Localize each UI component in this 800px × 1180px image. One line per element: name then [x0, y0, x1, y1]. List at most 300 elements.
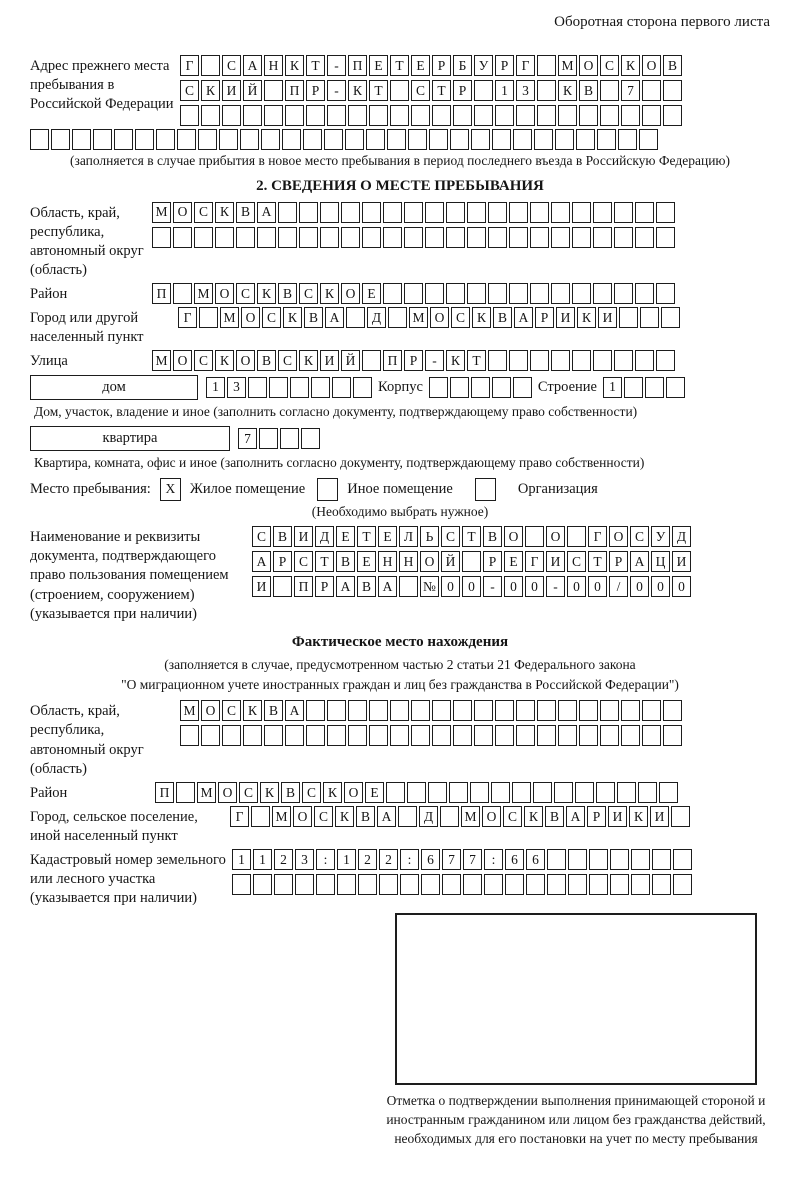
form-cell: С	[567, 551, 586, 572]
form-cell	[631, 849, 650, 870]
form-cell	[640, 307, 659, 328]
form-cell: П	[155, 782, 174, 803]
form-cell	[530, 227, 549, 248]
form-cell: -	[327, 55, 346, 76]
form-cell: Д	[672, 526, 691, 547]
form-cell	[635, 202, 654, 223]
form-cell: И	[222, 80, 241, 101]
form-cell	[488, 202, 507, 223]
form-cell	[558, 105, 577, 126]
form-cell: С	[180, 80, 199, 101]
form-cell: К	[621, 55, 640, 76]
form-cell	[421, 874, 440, 895]
form-cell: А	[252, 551, 271, 572]
prev-address-row-3	[180, 105, 682, 126]
form-cell: М	[194, 283, 213, 304]
form-cell: С	[411, 80, 430, 101]
form-cell: П	[285, 80, 304, 101]
form-cell	[278, 202, 297, 223]
actual-location-note	[30, 655, 770, 696]
form-cell	[327, 700, 346, 721]
actual-district-row	[155, 782, 678, 803]
form-cell	[568, 874, 587, 895]
form-cell: М	[152, 202, 171, 223]
form-cell	[618, 129, 637, 150]
form-cell: А	[336, 576, 355, 597]
prev-address-row-2	[180, 80, 682, 101]
form-cell: Л	[399, 526, 418, 547]
form-cell: О	[482, 806, 501, 827]
form-cell	[337, 874, 356, 895]
form-cell	[551, 350, 570, 371]
form-cell	[533, 782, 552, 803]
form-cell	[440, 806, 459, 827]
stay-option-organization-label: Организация	[517, 480, 598, 497]
form-cell	[295, 874, 314, 895]
form-cell: М	[409, 307, 428, 328]
region-row-2	[152, 227, 675, 248]
form-cell	[614, 227, 633, 248]
cadastral-field	[30, 849, 770, 908]
form-cell	[446, 227, 465, 248]
stay-type-label: Место пребывания:	[30, 480, 151, 497]
form-cell	[306, 105, 325, 126]
prev-address-note: (заполняется в случае прибытия в новое место пребывания в период последнего въезда в Российскую Федерацию)	[69, 153, 731, 168]
cadastral-row-2	[232, 874, 692, 895]
form-cell: О	[215, 283, 234, 304]
form-cell	[264, 80, 283, 101]
form-cell	[386, 782, 405, 803]
house-type-box: дом	[30, 375, 198, 400]
form-cell: :	[400, 849, 419, 870]
form-cell	[369, 700, 388, 721]
form-cell	[470, 782, 489, 803]
form-cell	[362, 227, 381, 248]
form-cell	[51, 129, 70, 150]
document-row-2	[252, 551, 691, 572]
form-cell	[488, 283, 507, 304]
form-cell	[621, 700, 640, 721]
form-cell: В	[281, 782, 300, 803]
form-cell: Е	[504, 551, 523, 572]
form-cell: Р	[535, 307, 554, 328]
form-cell: :	[484, 849, 503, 870]
form-cell	[568, 849, 587, 870]
form-cell	[273, 576, 292, 597]
form-cell: 1	[232, 849, 251, 870]
actual-location-note-line2: "О миграционном учете иностранных граждан и лиц без гражданства в Российской Федерации")	[121, 677, 679, 693]
form-cell	[278, 227, 297, 248]
form-cell: 6	[526, 849, 545, 870]
form-cell	[341, 202, 360, 223]
form-cell	[509, 350, 528, 371]
form-cell	[232, 874, 251, 895]
form-cell	[341, 227, 360, 248]
form-cell: 2	[358, 849, 377, 870]
form-cell	[495, 700, 514, 721]
form-cell	[369, 105, 388, 126]
form-cell: 7	[442, 849, 461, 870]
actual-region-rows	[180, 700, 682, 746]
form-cell: В	[278, 283, 297, 304]
form-cell: С	[194, 202, 213, 223]
form-cell: К	[243, 700, 262, 721]
form-cell	[306, 700, 325, 721]
section2-title: 2. СВЕДЕНИЯ О МЕСТЕ ПРЕБЫВАНИЯ	[256, 177, 544, 194]
form-cell: В	[357, 576, 376, 597]
form-cell	[631, 874, 650, 895]
form-cell: У	[474, 55, 493, 76]
prev-address-row-1	[180, 55, 682, 76]
form-cell	[663, 700, 682, 721]
form-cell	[366, 129, 385, 150]
document-row-1	[252, 526, 691, 547]
form-cell	[299, 227, 318, 248]
form-cell	[348, 725, 367, 746]
cadastral-label: Кадастровый номер земельного или лесного участка (указывается при наличии)	[30, 852, 226, 907]
form-cell	[509, 202, 528, 223]
form-cell	[610, 849, 629, 870]
apartment-number-cells	[238, 428, 320, 449]
stay-option-organization-checkbox	[475, 478, 496, 501]
form-cell	[593, 350, 612, 371]
form-cell	[285, 725, 304, 746]
form-cell: 2	[379, 849, 398, 870]
house-note: Дом, участок, владение и иное (заполнить согласно документу, подтверждающему право собственности)	[34, 403, 638, 419]
form-cell: В	[663, 55, 682, 76]
street-field	[30, 350, 770, 371]
confirmation-stamp-note: Отметка о подтверждении выполнения принимающей стороной и иностранным гражданином или лицом без гражданства действий, необходимых для его постановки на учет по месту пребывания	[386, 1092, 766, 1146]
form-cell	[93, 129, 112, 150]
form-cell	[525, 526, 544, 547]
form-cell	[453, 700, 472, 721]
form-cell	[236, 227, 255, 248]
form-cell: 0	[525, 576, 544, 597]
form-cell	[624, 377, 643, 398]
korpus-cells	[429, 377, 532, 398]
form-cell	[327, 105, 346, 126]
form-cell	[390, 80, 409, 101]
form-cell: -	[483, 576, 502, 597]
form-cell: Ь	[420, 526, 439, 547]
form-cell: Г	[178, 307, 197, 328]
form-cell: П	[383, 350, 402, 371]
form-cell	[488, 227, 507, 248]
form-cell	[462, 551, 481, 572]
actual-region-row-2	[180, 725, 682, 746]
form-cell	[652, 849, 671, 870]
form-cell: Е	[362, 283, 381, 304]
form-cell	[362, 202, 381, 223]
form-cell	[467, 202, 486, 223]
form-cell	[551, 283, 570, 304]
street-row	[152, 350, 675, 371]
form-cell	[388, 307, 407, 328]
stay-option-other-checkbox	[317, 478, 338, 501]
form-cell	[600, 700, 619, 721]
form-cell	[509, 227, 528, 248]
form-cell	[429, 377, 448, 398]
form-cell: 3	[227, 377, 246, 398]
region-row-1	[152, 202, 675, 223]
form-cell: А	[630, 551, 649, 572]
form-cell	[474, 725, 493, 746]
form-cell	[572, 202, 591, 223]
form-cell: 7	[238, 428, 257, 449]
form-cell: Т	[306, 55, 325, 76]
form-cell	[243, 105, 262, 126]
form-cell	[353, 377, 372, 398]
form-cell	[610, 874, 629, 895]
form-cell	[593, 202, 612, 223]
form-cell: В	[579, 80, 598, 101]
form-cell	[639, 129, 658, 150]
form-cell: А	[378, 576, 397, 597]
form-cell: К	[260, 782, 279, 803]
form-cell: 1	[495, 80, 514, 101]
form-cell	[619, 307, 638, 328]
form-cell: Т	[588, 551, 607, 572]
form-cell	[194, 227, 213, 248]
form-cell: К	[257, 283, 276, 304]
form-cell	[614, 202, 633, 223]
form-cell	[642, 700, 661, 721]
form-cell	[453, 725, 472, 746]
stay-option-residential-checkbox	[160, 478, 181, 501]
form-cell	[656, 350, 675, 371]
form-cell	[215, 227, 234, 248]
form-cell: 6	[505, 849, 524, 870]
form-cell	[404, 283, 423, 304]
stay-type-row	[30, 478, 770, 501]
form-cell: Й	[341, 350, 360, 371]
form-cell: С	[262, 307, 281, 328]
form-cell	[659, 782, 678, 803]
form-cell	[642, 80, 661, 101]
form-cell: Й	[243, 80, 262, 101]
form-cell: Е	[378, 526, 397, 547]
form-cell	[219, 129, 238, 150]
form-cell: 1	[603, 377, 622, 398]
form-cell	[656, 202, 675, 223]
form-cell: К	[472, 307, 491, 328]
form-cell: Й	[441, 551, 460, 572]
form-cell	[558, 725, 577, 746]
form-cell	[442, 874, 461, 895]
form-cell: К	[446, 350, 465, 371]
apartment-note: Квартира, комната, офис и иное (заполнить согласно документу, подтверждающему право собственности)	[34, 455, 645, 471]
form-cell: О	[546, 526, 565, 547]
form-cell	[579, 700, 598, 721]
form-cell: У	[651, 526, 670, 547]
form-cell	[383, 227, 402, 248]
form-cell: 3	[295, 849, 314, 870]
form-cell	[425, 227, 444, 248]
form-cell	[290, 377, 309, 398]
form-cell: 1	[206, 377, 225, 398]
form-cell	[201, 55, 220, 76]
form-cell: В	[493, 307, 512, 328]
form-cell	[600, 725, 619, 746]
form-cell: 0	[672, 576, 691, 597]
form-cell	[513, 377, 532, 398]
form-cell: -	[327, 80, 346, 101]
form-cell	[316, 874, 335, 895]
form-cell: О	[420, 551, 439, 572]
form-cell: Е	[369, 55, 388, 76]
form-cell: В	[336, 551, 355, 572]
form-cell: О	[201, 700, 220, 721]
form-cell: И	[650, 806, 669, 827]
form-cell	[311, 377, 330, 398]
form-cell	[285, 105, 304, 126]
form-cell	[600, 80, 619, 101]
form-cell: К	[215, 350, 234, 371]
form-cell	[492, 129, 511, 150]
city-field	[30, 307, 770, 347]
form-cell	[673, 849, 692, 870]
form-cell: И	[546, 551, 565, 572]
form-cell: Р	[609, 551, 628, 572]
form-cell: 6	[421, 849, 440, 870]
form-cell: К	[335, 806, 354, 827]
form-cell: Р	[587, 806, 606, 827]
form-cell	[248, 377, 267, 398]
form-cell: С	[451, 307, 470, 328]
form-cell: А	[257, 202, 276, 223]
form-cell	[537, 105, 556, 126]
form-cell	[642, 725, 661, 746]
form-cell: С	[194, 350, 213, 371]
form-cell	[663, 80, 682, 101]
form-cell: И	[672, 551, 691, 572]
form-cell: М	[272, 806, 291, 827]
form-cell	[299, 202, 318, 223]
form-cell	[593, 283, 612, 304]
form-cell	[597, 129, 616, 150]
form-cell: О	[642, 55, 661, 76]
region-field	[30, 202, 770, 281]
form-cell	[579, 725, 598, 746]
form-cell	[348, 105, 367, 126]
form-cell	[474, 80, 493, 101]
form-cell	[303, 129, 322, 150]
form-cell: -	[546, 576, 565, 597]
form-cell: С	[600, 55, 619, 76]
form-cell: О	[173, 202, 192, 223]
form-cell	[369, 725, 388, 746]
form-cell: Т	[462, 526, 481, 547]
form-cell: С	[239, 782, 258, 803]
form-cell: 0	[630, 576, 649, 597]
form-cell	[261, 129, 280, 150]
form-cell: /	[609, 576, 628, 597]
form-cell: 2	[274, 849, 293, 870]
apartment-type-box: квартира	[30, 426, 230, 451]
form-cell: К	[558, 80, 577, 101]
form-cell	[411, 105, 430, 126]
stroenie-label: Строение	[537, 378, 597, 395]
form-cell	[663, 105, 682, 126]
form-cell	[530, 350, 549, 371]
prev-address-label: Адрес прежнего места пребывания в Российской Федерации	[30, 58, 174, 113]
form-cell: Б	[453, 55, 472, 76]
form-cell	[345, 129, 364, 150]
form-cell	[425, 202, 444, 223]
korpus-label: Корпус	[378, 378, 423, 395]
form-cell: Т	[315, 551, 334, 572]
form-cell: К	[215, 202, 234, 223]
form-cell: К	[285, 55, 304, 76]
form-cell	[656, 283, 675, 304]
form-cell: 0	[567, 576, 586, 597]
form-cell	[243, 725, 262, 746]
form-cell: К	[320, 283, 339, 304]
form-cell	[567, 526, 586, 547]
confirmation-stamp-box	[395, 913, 757, 1085]
form-cell	[484, 874, 503, 895]
form-cell	[635, 350, 654, 371]
form-cell	[387, 129, 406, 150]
actual-region-row-1	[180, 700, 682, 721]
prev-address-field	[30, 55, 770, 126]
form-cell	[596, 782, 615, 803]
form-cell	[534, 129, 553, 150]
form-cell: М	[558, 55, 577, 76]
form-cell: М	[180, 700, 199, 721]
form-cell	[348, 700, 367, 721]
form-cell	[425, 283, 444, 304]
actual-city-row	[230, 806, 690, 827]
form-cell: Г	[180, 55, 199, 76]
form-cell	[475, 478, 496, 501]
document-field	[30, 526, 770, 624]
document-label: Наименование и реквизиты документа, подтверждающего право пользования помещением (строением, сооружением) (указывается при наличии)	[30, 529, 229, 622]
form-cell: Г	[230, 806, 249, 827]
form-cell: :	[316, 849, 335, 870]
form-cell	[446, 283, 465, 304]
prev-address-overflow-row	[30, 129, 770, 150]
form-cell	[635, 283, 654, 304]
form-cell: С	[314, 806, 333, 827]
form-cell	[467, 283, 486, 304]
form-cell: Р	[483, 551, 502, 572]
form-cell: И	[294, 526, 313, 547]
form-cell	[516, 700, 535, 721]
form-cell	[30, 129, 49, 150]
form-cell: 1	[337, 849, 356, 870]
form-cell: В	[257, 350, 276, 371]
city-row	[178, 307, 680, 328]
actual-city-field	[30, 806, 770, 846]
form-cell: С	[299, 283, 318, 304]
form-cell: Г	[516, 55, 535, 76]
region-label: Область, край, республика, автономный округ (область)	[30, 204, 144, 278]
form-cell	[432, 105, 451, 126]
form-cell	[449, 782, 468, 803]
form-cell	[621, 725, 640, 746]
form-cell	[656, 227, 675, 248]
form-cell	[446, 202, 465, 223]
form-cell: Т	[432, 80, 451, 101]
form-cell	[495, 105, 514, 126]
form-cell: О	[504, 526, 523, 547]
form-cell: М	[461, 806, 480, 827]
actual-city-label: Город, сельское поселение, иной населенный пункт	[30, 808, 198, 845]
form-cell	[180, 725, 199, 746]
form-cell	[492, 377, 511, 398]
form-cell: Р	[273, 551, 292, 572]
